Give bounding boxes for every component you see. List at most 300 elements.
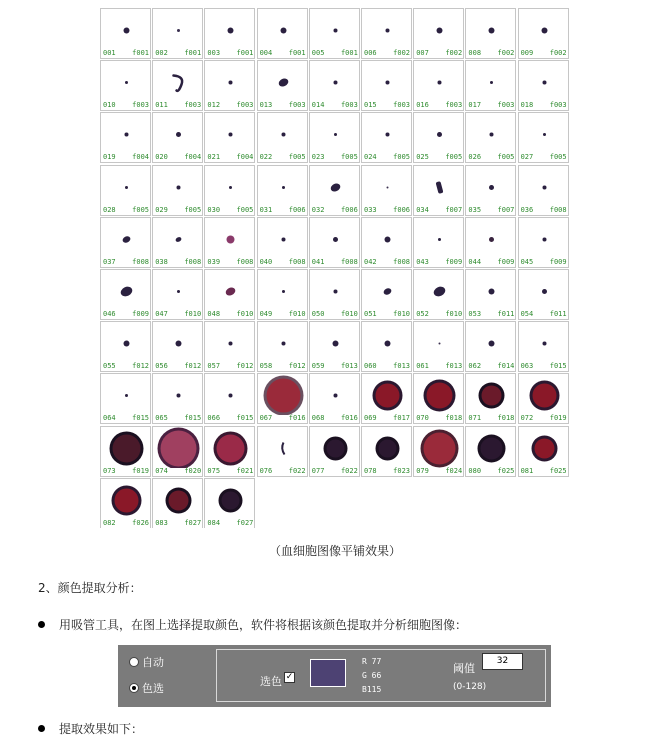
tile-frame-label: f001 (132, 49, 149, 57)
cell-tile[interactable] (204, 426, 255, 477)
bullet-dot-icon (38, 621, 45, 628)
cell-image (466, 61, 517, 102)
cell-tile[interactable] (361, 8, 412, 59)
tile-index-label: 003 (207, 49, 221, 57)
tile-frame-label: f010 (236, 310, 254, 318)
cell-image (258, 9, 309, 50)
tile-frame-label: f004 (132, 153, 149, 162)
tile-index-label: 030 (207, 205, 221, 214)
tile-index-label: 050 (311, 310, 325, 318)
cell-image (519, 322, 570, 363)
tile-index-label: 001 (103, 49, 116, 57)
tile-index-label: 042 (364, 257, 377, 266)
cell-image (258, 427, 309, 468)
cell-tile[interactable] (309, 8, 360, 59)
cell-blob (282, 290, 285, 293)
cell-blob (439, 343, 441, 345)
cell-tile[interactable] (309, 165, 360, 216)
cell-tile[interactable] (204, 8, 255, 59)
cell-blob (229, 81, 233, 85)
section-heading: 2、颜色提取分析： (38, 581, 142, 595)
cell-image (258, 113, 309, 154)
tile-frame-label: f005 (445, 153, 463, 162)
tile-frame-label: f005 (393, 153, 410, 162)
cell-image (414, 166, 465, 207)
pick-color-label: 选色 (260, 675, 282, 688)
cell-tile[interactable] (518, 321, 569, 372)
cell-blob (385, 236, 391, 242)
cell-tile[interactable] (518, 112, 569, 163)
cell-image (362, 218, 413, 259)
cell-tile[interactable] (413, 373, 464, 424)
cell-blob (124, 341, 130, 347)
cell-tile[interactable] (361, 373, 412, 424)
cell-tile[interactable] (204, 321, 255, 372)
tile-index-label: 055 (103, 362, 116, 371)
cell-tile[interactable] (361, 321, 412, 372)
cell-blob (333, 290, 337, 294)
cell-image (466, 322, 517, 363)
tile-index-label: 072 (520, 414, 534, 423)
cell-image (101, 374, 152, 415)
cell-tile[interactable] (361, 426, 412, 477)
tile-frame-label: f003 (445, 101, 463, 110)
threshold-range-hint: (0-128) (453, 682, 487, 692)
radio-auto-label: 自动 (142, 656, 164, 669)
cell-blob (110, 431, 144, 465)
tile-frame-label: f008 (236, 257, 254, 266)
cell-tile[interactable] (518, 269, 569, 320)
cell-tile[interactable] (465, 165, 516, 216)
cell-tile[interactable] (152, 478, 203, 528)
tile-index-label: 079 (416, 466, 429, 475)
cell-blob (332, 341, 338, 347)
threshold-input[interactable]: 32 (482, 653, 523, 670)
cell-blob (542, 289, 547, 294)
cell-image (258, 374, 309, 415)
threshold-label: 阈值 (453, 662, 475, 675)
cell-tile[interactable] (257, 60, 308, 111)
tile-frame-label: f011 (497, 310, 515, 318)
cell-blob (228, 28, 234, 34)
cell-blob (542, 237, 546, 241)
cell-image (414, 9, 465, 50)
cell-image (362, 270, 413, 311)
cell-image (258, 322, 309, 363)
tile-index-label: 015 (364, 101, 377, 110)
cell-blob (373, 381, 403, 411)
cell-tile[interactable] (361, 269, 412, 320)
cell-tile[interactable] (309, 373, 360, 424)
tile-index-label: 013 (259, 101, 273, 110)
cell-image (205, 9, 256, 50)
cell-blob (386, 29, 390, 33)
cell-image (519, 113, 570, 154)
cell-tile[interactable] (413, 112, 464, 163)
tile-index-label: 031 (259, 205, 273, 214)
tile-index-label: 020 (155, 153, 168, 162)
cell-tile[interactable] (413, 165, 464, 216)
tile-frame-label: f003 (236, 101, 254, 110)
tile-index-label: 052 (416, 310, 429, 318)
cell-blob (542, 81, 546, 85)
tile-frame-label: f022 (288, 466, 306, 475)
cell-tile[interactable] (100, 112, 151, 163)
cell-image (153, 479, 204, 520)
cell-image (362, 374, 413, 415)
cell-tile[interactable] (204, 217, 255, 268)
cell-image (414, 61, 465, 102)
tile-frame-label: f009 (497, 257, 515, 266)
cell-tile[interactable] (204, 112, 255, 163)
tile-frame-label: f003 (288, 101, 306, 110)
tile-index-label: 083 (155, 518, 168, 527)
cell-blob (479, 383, 505, 409)
cell-blob (177, 185, 181, 189)
cell-tile[interactable] (309, 426, 360, 477)
tile-index-label: 029 (155, 205, 168, 214)
cell-blob (541, 28, 547, 34)
tile-index-label: 064 (103, 414, 116, 423)
cell-blob (438, 238, 441, 241)
tile-frame-label: f015 (132, 414, 149, 423)
cell-tile[interactable] (361, 217, 412, 268)
cell-blob (122, 235, 132, 244)
cell-tile[interactable] (361, 60, 412, 111)
tile-index-label: 082 (103, 518, 116, 527)
pick-color-checkbox[interactable]: ✓ (285, 672, 294, 682)
cell-tile[interactable] (413, 321, 464, 372)
tile-index-label: 047 (155, 310, 168, 318)
cell-blob (225, 286, 237, 297)
cell-blob (386, 133, 390, 137)
tile-frame-label: f019 (132, 466, 149, 475)
cell-tile[interactable] (413, 269, 464, 320)
cell-tile[interactable] (518, 217, 569, 268)
tile-index-label: 067 (259, 414, 273, 423)
cell-tile[interactable] (100, 426, 151, 477)
tile-frame-label: f006 (288, 205, 306, 214)
tile-frame-label: f001 (340, 49, 358, 57)
cell-image (414, 270, 465, 311)
tile-frame-label: f003 (393, 101, 410, 110)
cell-tile[interactable] (100, 478, 151, 528)
tile-frame-label: f002 (497, 49, 515, 57)
cell-blob (280, 28, 286, 34)
cell-blob (176, 341, 182, 347)
cell-image (205, 479, 256, 520)
tile-frame-label: f008 (340, 257, 358, 266)
cell-tile[interactable] (152, 112, 203, 163)
cell-tile[interactable] (518, 8, 569, 59)
cell-tile[interactable] (465, 321, 516, 372)
cell-blob (174, 76, 183, 91)
cell-tile[interactable] (152, 217, 203, 268)
cell-image (362, 427, 413, 468)
tile-frame-label: f015 (184, 414, 202, 423)
cell-tile[interactable] (518, 60, 569, 111)
color-swatch[interactable] (310, 659, 346, 687)
tile-index-label: 048 (207, 310, 221, 318)
tile-frame-label: f008 (132, 257, 149, 266)
tile-index-label: 026 (468, 153, 482, 162)
cell-tile[interactable] (465, 373, 516, 424)
cell-image (362, 322, 413, 363)
tile-frame-label: f007 (445, 205, 463, 214)
cell-tile[interactable] (257, 112, 308, 163)
tile-index-label: 051 (364, 310, 377, 318)
cell-tile[interactable] (257, 8, 308, 59)
tile-frame-label: f012 (184, 362, 202, 371)
cell-blob (489, 28, 495, 34)
cell-tile[interactable] (204, 269, 255, 320)
cell-tile[interactable] (309, 321, 360, 372)
tile-frame-label: f011 (549, 310, 567, 318)
cell-tile[interactable] (257, 426, 308, 477)
cell-blob (432, 285, 447, 298)
tile-frame-label: f002 (393, 49, 410, 57)
cell-tile[interactable] (413, 60, 464, 111)
tile-frame-label: f012 (132, 362, 149, 371)
cell-image (258, 61, 309, 102)
tile-frame-label: f009 (549, 257, 567, 266)
cell-image (101, 218, 152, 259)
cell-tile[interactable] (257, 165, 308, 216)
cell-tile[interactable] (152, 165, 203, 216)
cell-image (153, 166, 204, 207)
radio-pick-option[interactable] (129, 680, 164, 696)
cell-image (101, 61, 152, 102)
tile-index-label: 038 (155, 257, 168, 266)
tile-index-label: 043 (416, 257, 429, 266)
cell-blob (489, 185, 494, 190)
tile-index-label: 023 (311, 153, 325, 162)
tile-index-label: 080 (468, 466, 482, 475)
cell-blob (176, 132, 181, 137)
cell-image (101, 270, 152, 311)
cell-image (310, 374, 361, 415)
color-settings-group (216, 649, 546, 702)
cell-image (466, 374, 517, 415)
tile-index-label: 078 (364, 466, 377, 475)
cell-tile[interactable] (309, 217, 360, 268)
cell-blob (125, 186, 128, 189)
tile-index-label: 022 (259, 153, 273, 162)
tile-frame-label: f006 (340, 205, 358, 214)
cell-tile[interactable] (361, 112, 412, 163)
cell-tile[interactable] (100, 321, 151, 372)
cell-tile[interactable] (518, 165, 569, 216)
cell-blob (229, 133, 233, 137)
cell-tile[interactable] (100, 373, 151, 424)
cell-tile[interactable] (152, 321, 203, 372)
cell-tile[interactable] (152, 426, 203, 477)
radio-auto-option[interactable] (129, 654, 164, 670)
cell-tile[interactable] (100, 269, 151, 320)
cell-tile[interactable] (309, 269, 360, 320)
tile-frame-label: f005 (497, 153, 515, 162)
cell-image (466, 218, 517, 259)
cell-image (519, 218, 570, 259)
cell-blob (214, 431, 248, 465)
cell-blob (281, 342, 285, 346)
cell-tile[interactable] (518, 373, 569, 424)
tile-index-label: 056 (155, 362, 168, 371)
tile-index-label: 028 (103, 205, 116, 214)
cell-blob (543, 133, 546, 136)
tile-frame-label: f009 (132, 310, 149, 318)
cell-image (466, 427, 517, 468)
cell-blob (229, 394, 233, 398)
cell-tile[interactable] (100, 217, 151, 268)
cell-image (310, 322, 361, 363)
tile-frame-label: f004 (236, 153, 254, 162)
cell-image (205, 270, 256, 311)
cell-blob (229, 342, 233, 346)
tile-frame-label: f001 (184, 49, 202, 57)
cell-image (310, 9, 361, 50)
cell-tile[interactable] (465, 8, 516, 59)
cell-blob (124, 28, 130, 34)
cell-tile[interactable] (309, 60, 360, 111)
cell-tile[interactable] (152, 8, 203, 59)
tile-index-label: 049 (259, 310, 273, 318)
tile-index-label: 077 (311, 466, 325, 475)
tile-index-label: 027 (520, 153, 534, 162)
tile-frame-label: f016 (340, 414, 358, 423)
tile-frame-label: f014 (497, 362, 515, 371)
cell-tile[interactable] (518, 426, 569, 477)
cell-tile[interactable] (204, 373, 255, 424)
cell-image (362, 113, 413, 154)
tile-frame-label: f005 (549, 153, 567, 162)
cell-blob (383, 287, 393, 296)
tile-frame-label: f005 (288, 153, 306, 162)
cell-tile[interactable] (465, 217, 516, 268)
cell-tile[interactable] (152, 373, 203, 424)
cell-image (205, 61, 256, 102)
cell-tile[interactable] (257, 321, 308, 372)
cell-image (258, 166, 309, 207)
cell-image (519, 374, 570, 415)
radio-pick-label: 色选 (142, 682, 164, 695)
cell-image (101, 166, 152, 207)
cell-blob (529, 381, 559, 411)
cell-image (153, 374, 204, 415)
cell-image (205, 322, 256, 363)
tile-frame-label: f003 (132, 101, 149, 110)
cell-tile[interactable] (257, 373, 308, 424)
cell-tile[interactable] (413, 8, 464, 59)
tile-index-label: 005 (311, 49, 325, 57)
tile-index-label: 073 (103, 466, 116, 475)
tile-frame-label: f013 (445, 362, 463, 371)
tile-frame-label: f020 (184, 466, 202, 475)
cell-tile[interactable] (100, 165, 151, 216)
tile-frame-label: f026 (132, 518, 149, 527)
cell-tile[interactable] (204, 478, 255, 528)
radio-pick-icon[interactable] (129, 683, 139, 693)
cell-image (153, 427, 204, 468)
tile-frame-label: f005 (236, 205, 254, 214)
cell-tile[interactable] (152, 269, 203, 320)
cell-image (258, 218, 309, 259)
tile-index-label: 081 (520, 466, 534, 475)
tile-frame-label: f017 (393, 414, 410, 423)
cell-tile[interactable] (465, 60, 516, 111)
cell-tile[interactable] (465, 269, 516, 320)
tile-frame-label: f001 (288, 49, 306, 57)
tile-index-label: 066 (207, 414, 221, 423)
tile-index-label: 046 (103, 310, 116, 318)
cell-image (153, 270, 204, 311)
bullet-text: 提取效果如下： (59, 722, 144, 736)
cell-image (205, 427, 256, 468)
cell-tile[interactable] (152, 60, 203, 111)
tile-frame-label: f010 (184, 310, 202, 318)
tile-frame-label: f008 (393, 257, 410, 266)
cell-tile[interactable] (100, 60, 151, 111)
cell-tile[interactable] (309, 112, 360, 163)
cell-image (153, 218, 204, 259)
cell-tile[interactable] (257, 217, 308, 268)
cell-tile[interactable] (465, 112, 516, 163)
cell-image (414, 374, 465, 415)
cell-blob (333, 29, 337, 33)
tile-index-label: 054 (520, 310, 534, 318)
tile-index-label: 018 (520, 101, 534, 110)
cell-image (519, 427, 570, 468)
cell-tile[interactable] (257, 269, 308, 320)
cell-blob (376, 436, 400, 460)
tile-frame-label: f021 (236, 466, 254, 475)
cell-tile[interactable] (361, 165, 412, 216)
tile-frame-label: f027 (184, 518, 202, 527)
tile-index-label: 041 (311, 257, 325, 266)
cell-blob (437, 132, 442, 137)
tile-frame-label: f008 (288, 257, 306, 266)
cell-blob (385, 341, 391, 347)
cell-tile[interactable] (204, 165, 255, 216)
tile-frame-label: f003 (340, 101, 358, 110)
cell-tile[interactable] (413, 426, 464, 477)
tile-index-label: 006 (364, 49, 377, 57)
cell-tile[interactable] (413, 217, 464, 268)
cell-tile[interactable] (100, 8, 151, 59)
blue-value: B115 (362, 685, 382, 694)
cell-blob (125, 394, 128, 397)
cell-tile[interactable] (465, 426, 516, 477)
cell-image (310, 113, 361, 154)
radio-auto-icon[interactable] (129, 657, 139, 667)
cell-blob (166, 487, 192, 513)
tile-index-label: 010 (103, 101, 116, 110)
cell-image (310, 427, 361, 468)
tile-index-label: 007 (416, 49, 429, 57)
cell-tile[interactable] (204, 60, 255, 111)
tile-frame-label: f023 (393, 466, 410, 475)
tile-index-label: 076 (259, 466, 273, 475)
cell-blob (175, 236, 182, 243)
cell-blob (125, 81, 128, 84)
green-value: G 66 (362, 671, 382, 680)
cell-blob (542, 185, 546, 189)
cell-image (205, 166, 256, 207)
tile-index-label: 034 (416, 205, 429, 214)
cell-blob (489, 341, 495, 347)
cell-blob (219, 488, 243, 512)
tile-index-label: 063 (520, 362, 534, 371)
